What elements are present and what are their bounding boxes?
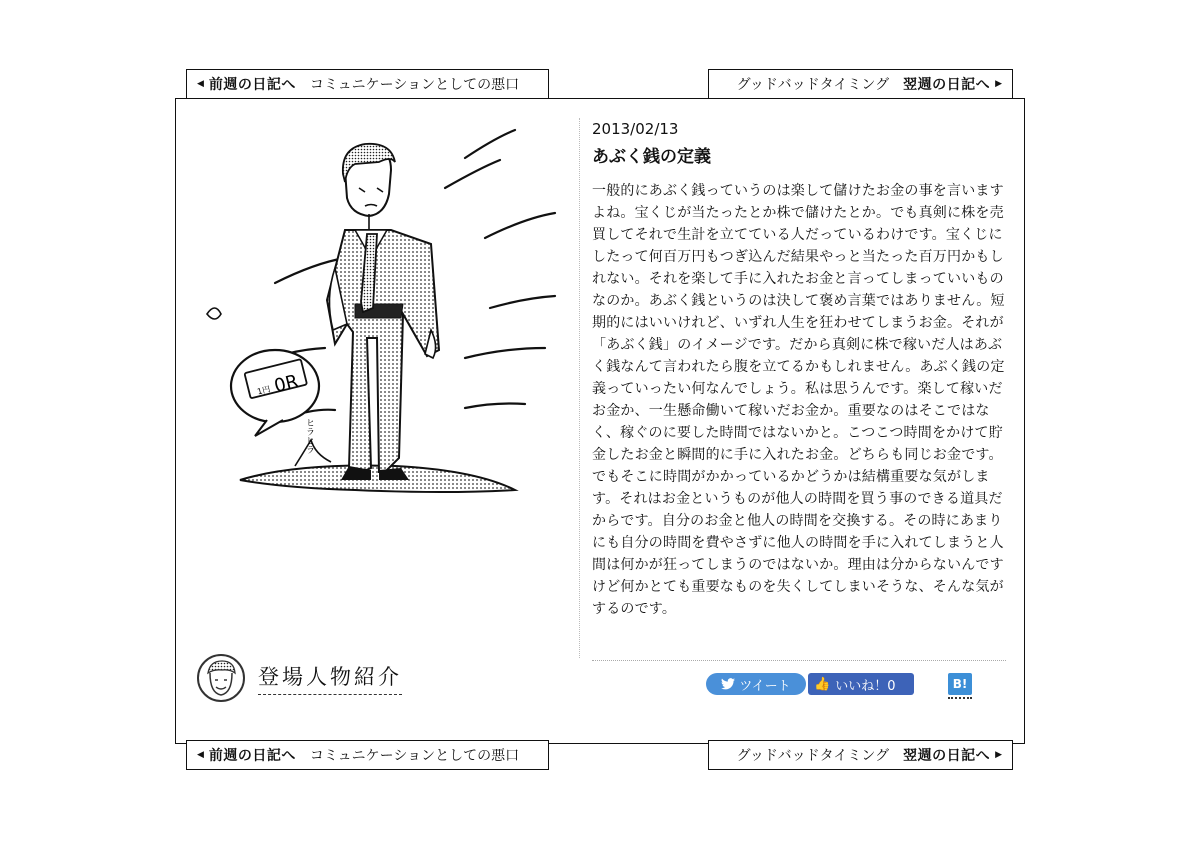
tweet-button[interactable] (706, 673, 806, 695)
post-title: あぶく銭の定義 (592, 147, 711, 167)
tweet-label: ツイート (739, 678, 791, 694)
next-entry-title-link[interactable]: グッドバッドタイミング (736, 77, 890, 93)
triangle-right-icon: ▶ (995, 750, 1002, 760)
triangle-right-icon: ▶ (995, 79, 1002, 89)
thumbs-up-icon: 👍 (814, 676, 831, 692)
like-label: いいね！0 (835, 678, 896, 694)
prev-week-nav-bottom (186, 740, 549, 770)
hatena-label: B! (952, 677, 968, 691)
next-week-nav-bottom (708, 740, 1013, 770)
prev-week-link[interactable]: 前週の日記へ (208, 748, 296, 764)
post-date: 2013/02/13 (592, 120, 679, 138)
prev-entry-title-link[interactable]: コミュニケーションとしての悪口 (309, 77, 520, 93)
illustration-man-losing-money (195, 118, 565, 508)
next-week-link[interactable]: 翌週の日記へ (903, 77, 991, 93)
triangle-left-icon: ◀ (197, 79, 204, 89)
hatena-count-dots (948, 697, 972, 699)
character-intro-label: 登場人物紹介 (258, 661, 402, 695)
facebook-like-button[interactable] (808, 673, 914, 695)
prev-week-link[interactable]: 前週の日記へ (208, 77, 296, 93)
next-entry-title-link[interactable]: グッドバッドタイミング (736, 748, 890, 764)
bubble-yen-text: 1円 (256, 384, 272, 397)
post-body: 一般的にあぶく銭っていうのは楽して儲けたお金の事を言いますよね。宝くじが当たったとか株で儲けたとか。でも真剣に株を売買してそれで生計を立てている人だっているわけです。宝くじにしたって何百万円もつぎ込んだ結果やっと当たった百万円かもしれない。それを楽して手に入れたお金と言ってしまっていいものなのか。あぶく銭というのは決して褒め言葉ではありません。短期的にはいいけれど、いずれ人生を狂わせてしまうお金。それが「あぶく銭」のイメージです。だから真剣に株で稼いだ人はあぶく銭なんて言われたら腹を立てるかもしれません。あぶく銭の定義っていったい何なんでしょう。私は思うんです。楽して稼いだお金か、一生懸命働いて稼いだお金か。重要なのはそこではなく、稼ぐのに要した時間ではないかと。こつこつ時間をかけて貯金したお金と瞬間的に手に入れたお金。どちらも同じお金です。でもそこに時間がかかっているかどうかは結構重要な気がします。それはお金というものが他人の時間を買う事のできる道具だからです。自分のお金と他人の時間を交換する。その時にあまりにも自分の時間を費やさずに他人の時間を手に入れてしまうと人間は何かが狂ってしまうのではないか。理由は分からないんですけど何かとても重要なものを失くしてしまいそうな、そんな気がするのです。 (592, 183, 1005, 617)
share-divider (592, 660, 1006, 661)
onomatopoeia-text: ヒラヒラ (304, 418, 314, 454)
prev-entry-title-link[interactable]: コミュニケーションとしての悪口 (309, 748, 520, 764)
triangle-left-icon: ◀ (197, 750, 204, 760)
prev-week-nav-top (186, 69, 549, 99)
column-divider (579, 118, 580, 658)
hatena-bookmark-button[interactable] (948, 673, 972, 695)
next-week-link[interactable]: 翌週の日記へ (903, 748, 991, 764)
character-intro-link[interactable] (196, 652, 406, 704)
character-face-icon (196, 653, 246, 703)
next-week-nav-top (708, 69, 1013, 99)
bubble-big-text: 0R (272, 370, 301, 397)
twitter-bird-icon (721, 678, 735, 690)
